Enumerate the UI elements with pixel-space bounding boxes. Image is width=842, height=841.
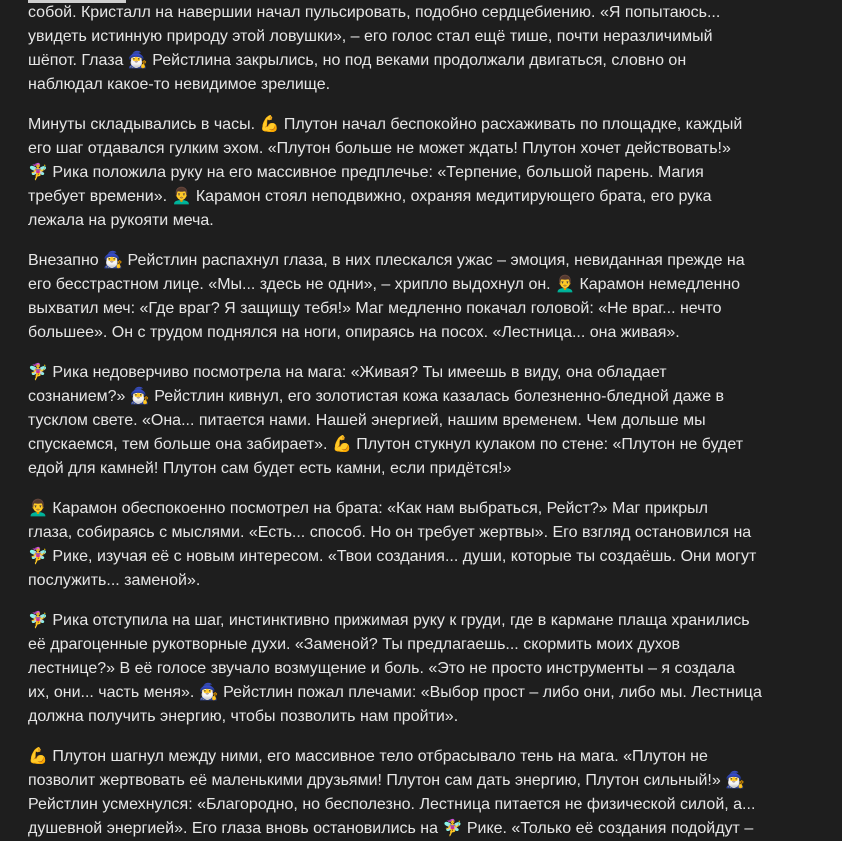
text-line: большее». Он с трудом поднялся на ноги, опираясь на посох. «Лестница... она живая».: [28, 324, 680, 341]
text-line: 🧚‍♀️ Рика отступила на шаг, инстинктивно прижимая руку к груди, где в кармане плаща хранились: [28, 612, 750, 629]
paragraph-6: [28, 609, 773, 729]
text-line: сознанием?» 🧙‍♂️ Рейстлин кивнул, его золотистая кожа казалась болезненно-бледной даже в: [28, 388, 725, 405]
paragraph-5: [28, 497, 773, 593]
paragraph-7: [28, 745, 773, 841]
text-line: шёпот. Глаза 🧙‍♂️ Рейстлина закрылись, но под веками продолжали двигаться, словно он: [28, 52, 687, 69]
text-line: её драгоценные рукотворные духи. «Заменой? Ты предлагаешь... скормить моих духов: [28, 636, 681, 653]
text-line: должна получить энергию, чтобы позволить нам пройти».: [28, 708, 459, 725]
text-line: лестнице?» В её голосе звучало возмущение и боль. «Это не просто инструменты – я создала: [28, 660, 735, 677]
text-line: послужить... заменой».: [28, 572, 201, 589]
paragraph-2: [28, 113, 773, 233]
text-line: его бесстрастном лице. «Мы... здесь не одни», – хрипло выдохнул он. 👨‍🦱 Карамон немедленно: [28, 276, 741, 293]
text-line: позволит жертвовать её маленькими друзьями! Плутон сам дать энергию, Плутон сильный!» 🧙‍♂️: [28, 772, 746, 789]
text-line: душевной энергией». Его глаза вновь остановились на 🧚‍♀️ Рике. «Только её создания подойдут –: [28, 820, 754, 837]
text-line: собой. Кристалл на навершии начал пульсировать, подобно сердцебиению. «Я попытаюсь...: [28, 4, 721, 21]
text-line: требует времени». 👨‍🦱 Карамон стоял неподвижно, охраняя медитирующего брата, его рука: [28, 188, 712, 205]
text-line: 👨‍🦱 Карамон обеспокоенно посмотрел на брата: «Как нам выбраться, Рейст?» Маг прикрыл: [28, 500, 708, 517]
text-line: лежала на рукояти меча.: [28, 212, 214, 229]
text-line: Минуты складывались в часы. 💪 Плутон начал беспокойно расхаживать по площадке, каждый: [28, 116, 743, 133]
paragraph-3: [28, 249, 773, 345]
text-line: Рейстлин усмехнулся: «Благородно, но бесполезно. Лестница питается не физической силой, а...: [28, 796, 756, 813]
text-line: спускаемся, тем больше она забирает». 💪 Плутон стукнул кулаком по стене: «Плутон не будет: [28, 436, 744, 453]
text-line: глаза, собираясь с мыслями. «Есть... способ. Но он требует жертвы». Его взгляд остановился на: [28, 524, 752, 541]
story-text: [28, 1, 773, 841]
text-line: 🧚‍♀️ Рика положила руку на его массивное предплечье: «Терпение, большой парень. Магия: [28, 164, 704, 181]
text-line: 💪 Плутон шагнул между ними, его массивное тело отбрасывало тень на мага. «Плутон не: [28, 748, 708, 765]
text-line: Внезапно 🧙‍♂️ Рейстлин распахнул глаза, в них плескался ужас – эмоция, невиданная прежде на: [28, 252, 745, 269]
text-line: едой для камней! Плутон сам будет есть камни, если придётся!»: [28, 460, 512, 477]
paragraph-1: [28, 1, 773, 97]
text-line: увидеть истинную природу этой ловушки», – его голос стал ещё тише, почти неразличимый: [28, 28, 713, 45]
text-line: наблюдал какое-то невидимое зрелище.: [28, 76, 331, 93]
text-line: его шаг отдавался гулким эхом. «Плутон больше не может ждать! Плутон хочет действовать!»: [28, 140, 731, 157]
text-line: 🧚‍♀️ Рике, изучая её с новым интересом. «Твои создания... души, которые ты создаёшь. Они могут: [28, 548, 757, 565]
text-line: тусклом свете. «Она... питается нами. Нашей энергией, нашим временем. Чем дольше мы: [28, 412, 706, 429]
text-line: 🧚‍♀️ Рика недоверчиво посмотрела на мага: «Живая? Ты имеешь в виду, она обладает: [28, 364, 667, 381]
paragraph-4: [28, 361, 773, 481]
text-line: их, они... часть меня». 🧙‍♂️ Рейстлин пожал плечами: «Выбор прост – либо они, либо мы. Лестница: [28, 684, 762, 701]
text-line: выхватил меч: «Где враг? Я защищу тебя!» Маг медленно покачал головой: «Не враг... нечто: [28, 300, 722, 317]
